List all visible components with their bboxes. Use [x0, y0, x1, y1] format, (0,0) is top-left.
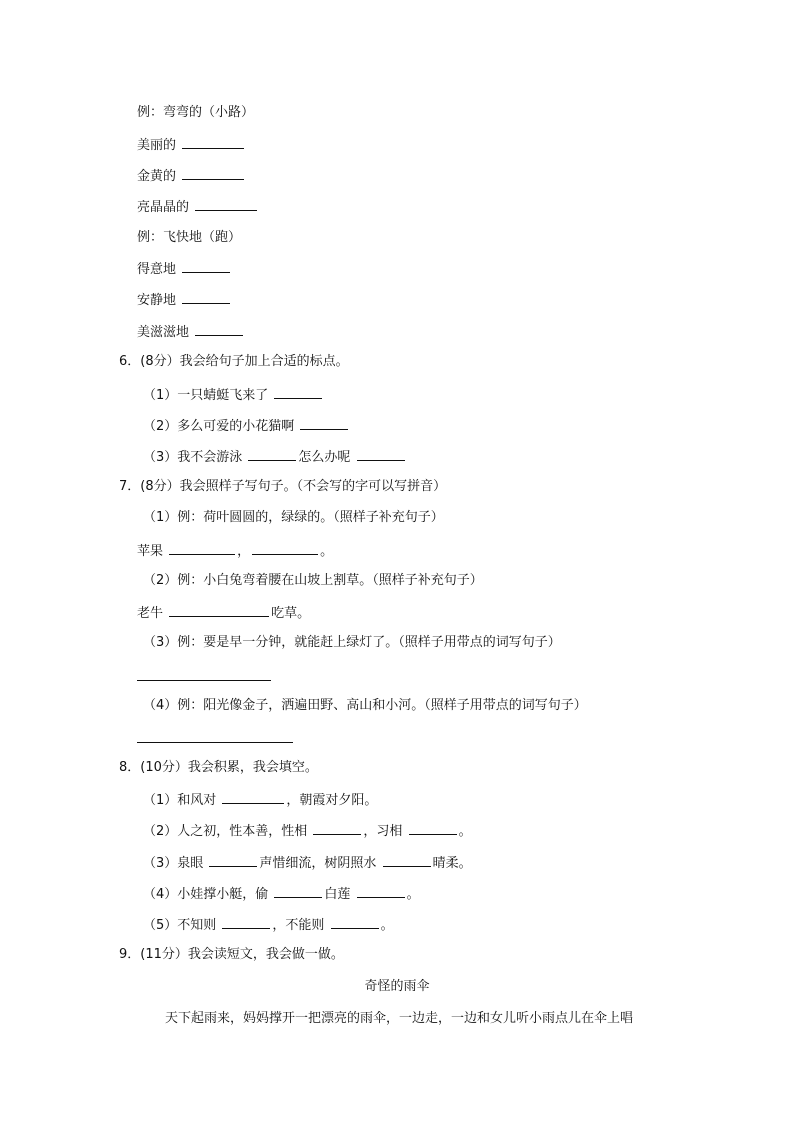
passage-title: 奇怪的雨伞	[364, 979, 430, 994]
q7-prompt-4: （4）例：阳光像金子，洒遍田野、高山和小河。（照样子用带点的词写句子）	[143, 698, 587, 713]
q5-item-1: 美丽的	[137, 135, 246, 155]
q6-header: 6．(8分）我会给句子加上合适的标点。	[119, 354, 349, 369]
answer-blank[interactable]	[222, 915, 270, 929]
answer-blank[interactable]	[313, 821, 361, 835]
q5-example-2: 例：飞快地（跑）	[137, 230, 242, 245]
q8-item-4: （4）小娃撑小艇，偷 白莲 。	[143, 884, 420, 904]
answer-blank[interactable]	[274, 385, 322, 399]
answer-blank[interactable]	[274, 884, 322, 898]
q6-sentence-1: （1）一只蜻蜓飞来了	[143, 385, 324, 405]
answer-blank[interactable]	[182, 259, 230, 273]
q8-header: 8．(10分）我会积累，我会填空。	[119, 760, 318, 775]
q7-prompt-2: （2）例：小白兔弯着腰在山坡上割草。（照样子补充句子）	[143, 573, 483, 588]
answer-blank[interactable]	[169, 541, 235, 555]
q5-item-6: 美滋滋地	[137, 322, 245, 342]
answer-blank[interactable]	[300, 416, 348, 430]
q8-item-5: （5）不知则 ，不能则 。	[143, 915, 394, 935]
q8-item-1: （1）和风对 ，朝霞对夕阳。	[143, 790, 377, 810]
q7-prompt-3: （3）例：要是早一分钟，就能赶上绿灯了。（照样子用带点的词写句子）	[143, 635, 561, 650]
q7-answer-1: 苹果 ， 。	[137, 541, 333, 561]
answer-line[interactable]	[137, 742, 293, 743]
answer-blank[interactable]	[383, 853, 431, 867]
q5-example-1: 例：弯弯的（小路）	[137, 105, 255, 120]
answer-blank[interactable]	[195, 322, 243, 336]
answer-blank[interactable]	[252, 541, 318, 555]
q7-prompt-1: （1）例：荷叶圆圆的，绿绿的。（照样子补充句子）	[143, 510, 444, 525]
answer-blank[interactable]	[209, 853, 257, 867]
passage-paragraph: 天下起雨来，妈妈撑开一把漂亮的雨伞，一边走，一边和女儿听小雨点儿在伞上唱	[165, 1011, 634, 1026]
answer-blank[interactable]	[182, 135, 244, 149]
q6-sentence-2: （2）多么可爱的小花猫啊	[143, 416, 350, 436]
answer-blank[interactable]	[182, 290, 230, 304]
answer-blank[interactable]	[169, 603, 269, 617]
q9-header: 9．(11分）我会读短文，我会做一做。	[119, 947, 344, 962]
q8-item-3: （3）泉眼 声惜细流，树阴照水 晴柔。	[143, 853, 472, 873]
q5-item-5: 安静地	[137, 290, 232, 310]
q7-header: 7．(8分）我会照样子写句子。（不会写的字可以写拼音）	[119, 479, 447, 494]
answer-blank[interactable]	[357, 447, 405, 461]
answer-blank[interactable]	[222, 790, 284, 804]
q5-item-3: 亮晶晶的	[137, 197, 259, 217]
q5-item-2: 金黄的	[137, 166, 246, 186]
answer-blank[interactable]	[409, 821, 457, 835]
answer-blank[interactable]	[248, 447, 296, 461]
answer-blank[interactable]	[357, 884, 405, 898]
q5-item-4: 得意地	[137, 259, 232, 279]
q8-item-2: （2）人之初，性本善，性相 ，习相 。	[143, 821, 472, 841]
q7-answer-2: 老牛 吃草。	[137, 603, 310, 623]
answer-blank[interactable]	[182, 166, 244, 180]
answer-blank[interactable]	[195, 197, 257, 211]
answer-line[interactable]	[137, 680, 271, 681]
answer-blank[interactable]	[331, 915, 379, 929]
q6-sentence-3: （3）我不会游泳 怎么办呢	[143, 447, 407, 467]
